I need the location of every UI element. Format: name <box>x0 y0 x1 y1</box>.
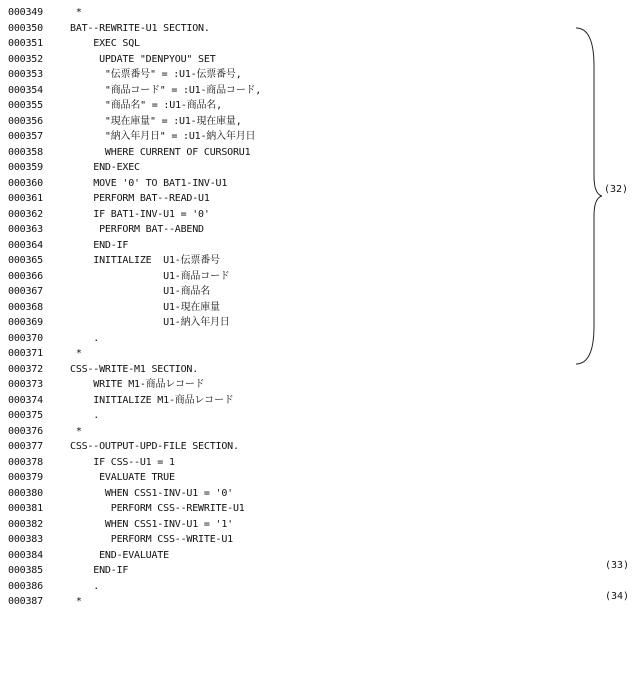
curly-brace <box>572 26 602 366</box>
annotation-33: (33) <box>605 560 630 571</box>
line-text: WHEN CSS1-INV-U1 = '1' <box>70 518 233 530</box>
line-number: 000379 <box>8 472 43 483</box>
code-line <box>8 284 568 300</box>
line-number: 000358 <box>8 146 43 158</box>
line-text: END-EXEC <box>70 162 140 173</box>
code-line <box>8 253 568 269</box>
line-number: 000359 <box>8 162 43 173</box>
line-text: INITIALIZE U1-伝票番号 <box>70 255 220 266</box>
line-number: 000356 <box>8 115 43 127</box>
code-line <box>8 176 568 192</box>
line-text: U1-現在庫量 <box>70 301 220 313</box>
code-line <box>8 377 568 393</box>
line-text: END-IF <box>70 239 129 251</box>
line-text: U1-商品名 <box>70 286 210 297</box>
line-text: CSS--WRITE-M1 SECTION. <box>70 363 199 375</box>
line-text: IF BAT1-INV-U1 = '0' <box>70 208 210 220</box>
code-line <box>8 21 568 37</box>
line-number: 000362 <box>8 208 43 220</box>
line-number: 000364 <box>8 239 43 251</box>
code-line <box>8 129 568 145</box>
line-number: 000381 <box>8 503 43 514</box>
line-number: 000372 <box>8 363 43 375</box>
code-line <box>8 501 568 517</box>
code-line <box>8 594 568 610</box>
line-text: . <box>70 580 100 592</box>
annotation-32: (32) <box>604 184 629 195</box>
line-text: PERFORM CSS--WRITE-U1 <box>70 534 233 545</box>
code-line <box>8 114 568 130</box>
code-line <box>8 145 568 161</box>
line-number: 000371 <box>8 348 43 359</box>
line-text: * <box>70 348 82 359</box>
line-text: END-EVALUATE <box>70 549 169 561</box>
line-number: 000374 <box>8 394 43 406</box>
line-number: 000351 <box>8 38 43 49</box>
line-text: . <box>70 332 100 344</box>
line-text: EXEC SQL <box>70 38 140 49</box>
line-text: EVALUATE TRUE <box>70 472 175 483</box>
line-text: WHERE CURRENT OF CURSORU1 <box>70 146 251 158</box>
line-text: U1-納入年月日 <box>70 317 230 328</box>
line-number: 000370 <box>8 332 43 344</box>
line-text: "商品名" = :U1-商品名, <box>70 100 222 111</box>
line-number: 000382 <box>8 518 43 530</box>
code-line <box>8 191 568 207</box>
line-number: 000385 <box>8 565 43 576</box>
code-line <box>8 517 568 533</box>
code-line <box>8 362 568 378</box>
line-number: 000360 <box>8 177 43 189</box>
line-text: PERFORM BAT--READ-U1 <box>70 193 210 204</box>
line-number: 000367 <box>8 286 43 297</box>
line-text: "伝票番号" = :U1-伝票番号, <box>70 69 242 80</box>
line-number: 000352 <box>8 53 43 65</box>
line-number: 000350 <box>8 22 43 34</box>
line-text: BAT--REWRITE-U1 SECTION. <box>70 22 210 34</box>
code-line <box>8 486 568 502</box>
line-number: 000369 <box>8 317 43 328</box>
line-number: 000380 <box>8 487 43 499</box>
line-number: 000355 <box>8 100 43 111</box>
code-line <box>8 5 568 21</box>
code-line <box>8 207 568 223</box>
code-line <box>8 470 568 486</box>
code-listing <box>8 5 568 610</box>
line-number: 000384 <box>8 549 43 561</box>
line-text: END-IF <box>70 565 129 576</box>
code-line <box>8 424 568 440</box>
line-text: PERFORM CSS--REWRITE-U1 <box>70 503 245 514</box>
code-line <box>8 393 568 409</box>
code-line <box>8 98 568 114</box>
line-number: 000383 <box>8 534 43 545</box>
line-text: "納入年月日" = :U1-納入年月日 <box>70 131 256 142</box>
line-number: 000378 <box>8 456 43 468</box>
line-text: * <box>70 425 82 437</box>
code-line <box>8 300 568 316</box>
line-text: * <box>70 7 82 18</box>
code-line <box>8 548 568 564</box>
line-text: MOVE '0' TO BAT1-INV-U1 <box>70 177 228 189</box>
line-text: "商品コード" = :U1-商品コード, <box>70 84 262 96</box>
code-line <box>8 408 568 424</box>
line-text: * <box>70 596 82 607</box>
line-number: 000357 <box>8 131 43 142</box>
line-number: 000373 <box>8 379 43 390</box>
line-text: INITIALIZE M1-商品レコード <box>70 394 234 406</box>
code-line <box>8 455 568 471</box>
code-line <box>8 83 568 99</box>
line-number: 000387 <box>8 596 43 607</box>
code-line <box>8 269 568 285</box>
line-number: 000363 <box>8 224 43 235</box>
line-number: 000361 <box>8 193 43 204</box>
line-number: 000354 <box>8 84 43 96</box>
line-text: U1-商品コード <box>70 270 230 282</box>
line-number: 000365 <box>8 255 43 266</box>
code-line <box>8 238 568 254</box>
line-text: UPDATE "DENPYOU" SET <box>70 53 216 65</box>
line-text: "現在庫量" = :U1-現在庫量, <box>70 115 242 127</box>
line-number: 000353 <box>8 69 43 80</box>
code-line <box>8 532 568 548</box>
code-line <box>8 331 568 347</box>
code-line <box>8 315 568 331</box>
code-line <box>8 439 568 455</box>
annotation-34: (34) <box>605 591 630 602</box>
line-number: 000376 <box>8 425 43 437</box>
line-number: 000349 <box>8 7 43 18</box>
code-line <box>8 160 568 176</box>
code-line <box>8 67 568 83</box>
line-number: 000386 <box>8 580 43 592</box>
line-number: 000377 <box>8 441 43 452</box>
code-line <box>8 579 568 595</box>
line-number: 000368 <box>8 301 43 313</box>
line-text: . <box>70 410 100 421</box>
line-text: WRITE M1-商品レコード <box>70 379 205 390</box>
line-number: 000375 <box>8 410 43 421</box>
code-line <box>8 563 568 579</box>
line-number: 000366 <box>8 270 43 282</box>
code-line <box>8 222 568 238</box>
code-line <box>8 52 568 68</box>
line-text: WHEN CSS1-INV-U1 = '0' <box>70 487 233 499</box>
line-text: CSS--OUTPUT-UPD-FILE SECTION. <box>70 441 239 452</box>
code-line <box>8 346 568 362</box>
line-text: PERFORM BAT--ABEND <box>70 224 204 235</box>
code-line <box>8 36 568 52</box>
line-text: IF CSS--U1 = 1 <box>70 456 175 468</box>
